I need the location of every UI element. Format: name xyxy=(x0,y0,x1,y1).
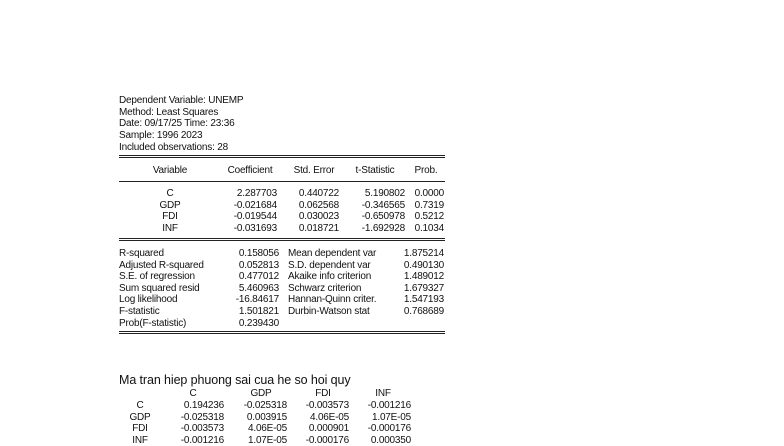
col-coefficient: Coefficient xyxy=(227,165,273,176)
matrix-cell: 0.194236 xyxy=(183,400,224,411)
matrix-row-label: INF xyxy=(132,434,148,446)
matrix-row xyxy=(119,400,419,411)
stats-row xyxy=(119,271,445,282)
std-error-value: 0.030023 xyxy=(298,211,339,222)
stat-value: 5.460963 xyxy=(238,282,279,294)
stat-label: Adjusted R-squared xyxy=(119,259,204,271)
stat-value: 1.679327 xyxy=(403,282,444,294)
stat-label: Hannan-Quinn criter. xyxy=(288,294,377,305)
matrix-cell: -0.001216 xyxy=(367,400,411,411)
matrix-col-c: C xyxy=(189,388,197,399)
stat-label: R-squared xyxy=(119,248,164,259)
matrix-cell: 4.06E-05 xyxy=(248,423,287,434)
dependent-variable-label: Dependent Variable: UNEMP xyxy=(119,95,244,106)
matrix-row-label: GDP xyxy=(129,411,151,423)
matrix-cell: -0.003573 xyxy=(305,400,349,411)
prob-value: 0.7319 xyxy=(414,199,444,211)
method-label: Method: Least Squares xyxy=(119,106,219,118)
matrix-header xyxy=(119,388,419,399)
prob-value: 0.0000 xyxy=(414,188,444,199)
stat-label: Schwarz criterion xyxy=(288,282,362,294)
sample-label: Sample: 1996 2023 xyxy=(119,130,203,142)
coefficient-value: -0.031693 xyxy=(233,222,277,234)
matrix-cell: 0.003915 xyxy=(246,411,287,423)
variable-name: GDP xyxy=(159,199,181,211)
col-prob: Prob. xyxy=(414,165,438,176)
stat-value: 1.547193 xyxy=(403,294,444,305)
matrix-cell: -0.025318 xyxy=(243,400,287,411)
std-error-value: 0.440722 xyxy=(298,188,339,199)
coefficient-value: -0.021684 xyxy=(233,199,277,211)
stat-value: -16.84617 xyxy=(235,294,279,305)
stat-value: 0.158056 xyxy=(238,248,279,259)
matrix-cell: -0.001216 xyxy=(180,434,224,446)
matrix-col-inf: INF xyxy=(375,388,391,399)
matrix-col-gdp: GDP xyxy=(250,388,272,399)
prob-value: 0.1034 xyxy=(414,222,444,234)
variable-name: C xyxy=(166,188,174,199)
std-error-value: 0.018721 xyxy=(298,222,339,234)
col-variable: Variable xyxy=(152,165,188,176)
matrix-cell: -0.000176 xyxy=(367,423,411,434)
stat-label: S.E. of regression xyxy=(119,271,195,282)
stat-value: 1.489012 xyxy=(403,271,444,282)
stat-label: Mean dependent var xyxy=(288,248,377,259)
stat-value: 1.875214 xyxy=(403,248,444,259)
t-stat-value: -0.346565 xyxy=(361,199,405,211)
equation-header xyxy=(119,95,243,154)
t-stat-value: -0.650978 xyxy=(361,211,405,222)
std-error-value: 0.062568 xyxy=(298,199,339,211)
stat-value: 1.501821 xyxy=(238,306,279,317)
matrix-row-label: C xyxy=(136,400,144,411)
date-time-label: Date: 09/17/25 Time: 23:36 xyxy=(119,118,235,130)
prob-value: 0.5212 xyxy=(414,211,444,222)
stat-label: Log likelihood xyxy=(119,294,178,305)
matrix-cell: 0.000901 xyxy=(308,423,349,434)
matrix-cell: 1.07E-05 xyxy=(372,411,411,423)
table-row xyxy=(119,211,445,222)
stats-row xyxy=(119,318,445,329)
matrix-row xyxy=(119,435,419,446)
stat-value: 0.490130 xyxy=(403,259,444,271)
stat-label: F-statistic xyxy=(119,306,160,317)
table-row xyxy=(119,200,445,211)
stat-value: 0.768689 xyxy=(403,306,444,317)
header-rule xyxy=(119,181,445,182)
stats-bottom-rule xyxy=(119,331,445,334)
stat-value: 0.477012 xyxy=(238,271,279,282)
stats-row xyxy=(119,283,445,294)
stats-row xyxy=(119,260,445,271)
matrix-cell: 4.06E-05 xyxy=(310,411,349,423)
matrix-cell: -0.025318 xyxy=(180,411,224,423)
stat-label: Durbin-Watson stat xyxy=(288,306,370,317)
stats-row xyxy=(119,248,445,259)
matrix-col-fdi: FDI xyxy=(315,388,331,399)
stat-label: S.D. dependent var xyxy=(288,259,371,271)
stats-row xyxy=(119,294,445,305)
matrix-row xyxy=(119,412,419,423)
coef-table-header xyxy=(119,165,445,176)
col-std-error: Std. Error xyxy=(293,165,335,176)
matrix-cell: -0.003573 xyxy=(180,423,224,434)
matrix-row-label: FDI xyxy=(132,423,148,434)
col-t-statistic: t-Statistic xyxy=(355,165,395,176)
covariance-matrix-title: Ma tran hiep phuong sai cua he so hoi quy xyxy=(119,373,351,387)
matrix-cell: 1.07E-05 xyxy=(248,434,287,446)
table-top-rule xyxy=(119,155,445,158)
variable-name: FDI xyxy=(162,211,178,222)
t-stat-value: -1.692928 xyxy=(361,222,405,234)
matrix-row xyxy=(119,423,419,434)
stat-label: Sum squared resid xyxy=(119,282,200,294)
t-stat-value: 5.190802 xyxy=(364,188,405,199)
coefficient-value: 2.287703 xyxy=(236,188,277,199)
coefficient-value: -0.019544 xyxy=(233,211,277,222)
stat-value: 0.052813 xyxy=(238,259,279,271)
variable-name: INF xyxy=(162,222,178,234)
table-row xyxy=(119,188,445,199)
stat-label: Akaike info criterion xyxy=(288,271,372,282)
coef-bottom-rule xyxy=(119,238,445,241)
stats-row xyxy=(119,306,445,317)
stat-label: Prob(F-statistic) xyxy=(119,317,187,329)
matrix-cell: -0.000176 xyxy=(305,434,349,446)
observations-label: Included observations: 28 xyxy=(119,141,228,153)
table-row xyxy=(119,223,445,234)
matrix-cell: 0.000350 xyxy=(370,434,411,446)
stat-value: 0.239430 xyxy=(238,317,279,329)
